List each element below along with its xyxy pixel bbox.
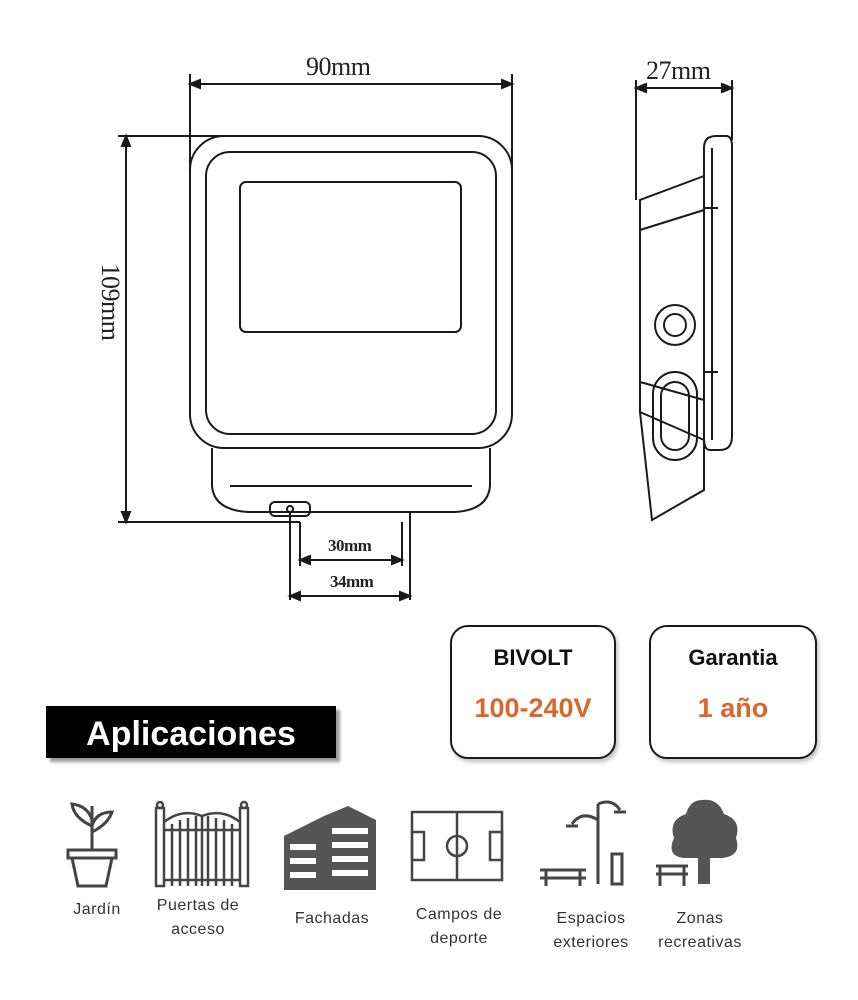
app-label-jardin: Jardín <box>73 901 121 918</box>
gate-icon <box>152 800 252 890</box>
warranty-card <box>649 625 817 759</box>
app-label-fachadas: Fachadas <box>294 910 370 927</box>
applications-title: Aplicaciones <box>46 706 336 758</box>
voltage-card <box>450 625 616 759</box>
height-dimension-line <box>118 136 300 522</box>
app-label-espacios: Espacios exteriores <box>553 910 629 951</box>
height-label: 109mm <box>96 263 125 341</box>
width-dimension-line <box>190 74 512 170</box>
depth-label: 27mm <box>646 56 711 85</box>
tree-bench-icon <box>652 796 748 890</box>
app-label-puertas: Puertas de acceso <box>156 897 240 938</box>
bracket-inner-label: 30mm <box>328 536 372 555</box>
bracket-outer-label: 34mm <box>330 572 374 591</box>
voltage-card-value: 100-240V <box>474 693 592 723</box>
width-label: 90mm <box>306 52 371 81</box>
front-view <box>190 136 512 516</box>
warranty-card-value: 1 año <box>697 693 769 723</box>
side-view <box>640 136 732 520</box>
plant-pot-icon <box>62 798 122 890</box>
app-label-zonas: Zonas recreativas <box>658 910 742 951</box>
street-lamp-icon <box>538 796 634 888</box>
app-label-campos: Campos de deporte <box>415 906 503 947</box>
depth-dimension-line <box>636 80 732 200</box>
soccer-field-icon <box>410 810 504 882</box>
building-icon <box>284 806 376 890</box>
voltage-card-label: BIVOLT <box>493 645 573 670</box>
warranty-card-label: Garantia <box>688 645 778 670</box>
